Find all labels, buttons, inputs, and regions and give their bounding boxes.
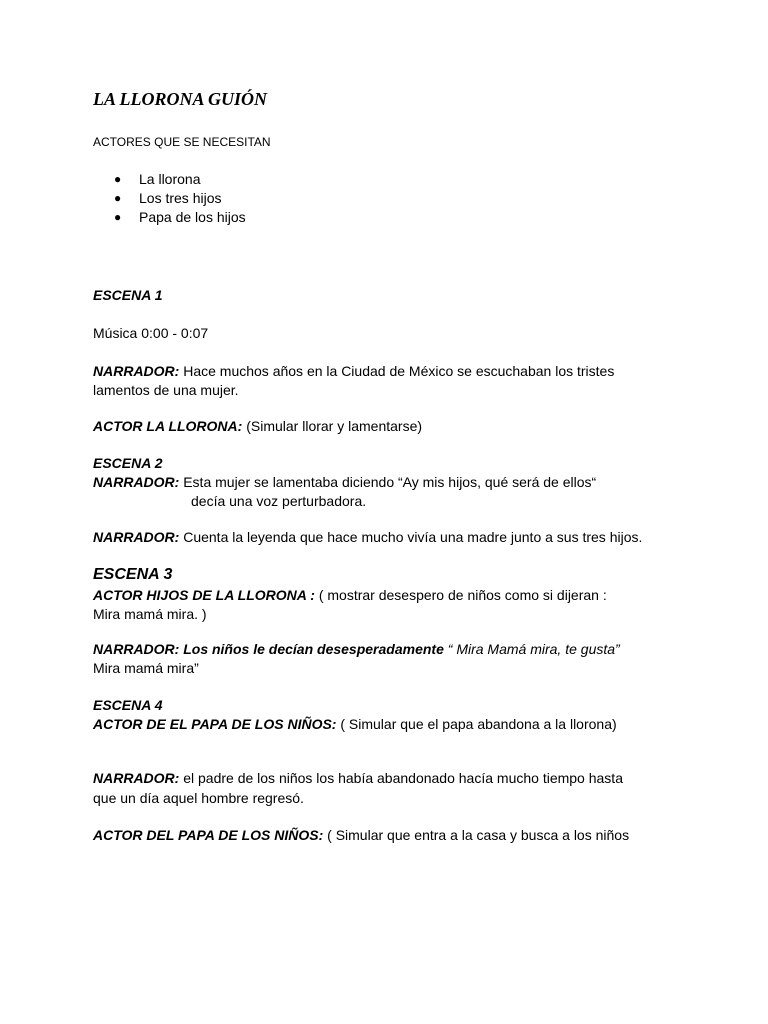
dialogue-line: [93, 362, 733, 381]
dialogue-text: Hace muchos años en la Ciudad de México se escuchaban los tristes: [179, 363, 615, 379]
speaker-label: NARRADOR:: [93, 474, 180, 490]
actors-heading: ACTORES QUE SE NECESITAN: [93, 135, 271, 149]
dialogue-text: Cuenta la leyenda que hace mucho vivía una madre junto a sus tres hijos.: [179, 529, 643, 545]
speaker-label: ACTOR HIJOS DE LA LLORONA :: [93, 587, 315, 603]
dialogue-line: Mira mamá mira”: [93, 660, 199, 676]
stage-direction: ( Simular que el papa abandona a la llorona): [336, 716, 617, 732]
actor-name: La llorona: [139, 171, 201, 187]
dialogue-text: el padre de los niños los había abandonado hacía mucho tiempo hasta: [179, 770, 623, 786]
bullet-icon: ●: [114, 172, 122, 186]
dialogue-line: [93, 769, 733, 788]
speaker-label: NARRADOR:: [93, 363, 180, 379]
dialogue-text: Esta mujer se lamentaba diciendo “Ay mis hijos, qué será de ellos“: [179, 474, 597, 490]
document-title: LA LLORONA GUIÓN: [93, 89, 268, 109]
scene-heading: ESCENA 2: [93, 455, 163, 471]
list-item: [93, 208, 246, 227]
dialogue-line: [93, 473, 733, 492]
speaker-label: ACTOR LA LLORONA:: [93, 418, 243, 434]
speaker-label: NARRADOR: Los niños le decían desesperadamente: [93, 641, 444, 657]
list-item: [93, 170, 246, 189]
dialogue-line: que un día aquel hombre regresó.: [93, 790, 304, 806]
speaker-label: ACTOR DEL PAPA DE LOS NIÑOS:: [93, 827, 324, 843]
scene-heading: ESCENA 4: [93, 697, 163, 713]
stage-direction: ( Simular que entra a la casa y busca a los niños: [323, 827, 630, 843]
dialogue-line: [93, 715, 733, 734]
actor-name: Papa de los hijos: [139, 209, 246, 225]
speaker-label: ACTOR DE EL PAPA DE LOS NIÑOS:: [93, 716, 337, 732]
scene-heading: ESCENA 3: [93, 566, 173, 583]
dialogue-line: [93, 417, 733, 436]
dialogue-line: decía una voz perturbadora.: [191, 493, 367, 509]
dialogue-line: [93, 640, 733, 659]
scene-heading: ESCENA 1: [93, 287, 163, 303]
speaker-label: NARRADOR:: [93, 770, 180, 786]
actors-list: [93, 170, 246, 227]
bullet-icon: ●: [114, 191, 122, 205]
speaker-label: NARRADOR:: [93, 529, 180, 545]
list-item: [93, 189, 246, 208]
dialogue-line: [93, 528, 733, 547]
dialogue-line: lamentos de una mujer.: [93, 382, 239, 398]
actor-name: Los tres hijos: [139, 190, 222, 206]
bullet-icon: ●: [114, 210, 122, 224]
stage-direction: ( mostrar desespero de niños como si dijeran :: [314, 587, 607, 603]
dialogue-line: Mira mamá mira. ): [93, 606, 207, 622]
dialogue-quote: “ Mira Mamá mira, te gusta”: [443, 641, 620, 657]
dialogue-line: [93, 826, 733, 845]
music-cue: Música 0:00 - 0:07: [93, 325, 209, 341]
stage-direction: (Simular llorar y lamentarse): [242, 418, 423, 434]
dialogue-line: [93, 586, 733, 605]
